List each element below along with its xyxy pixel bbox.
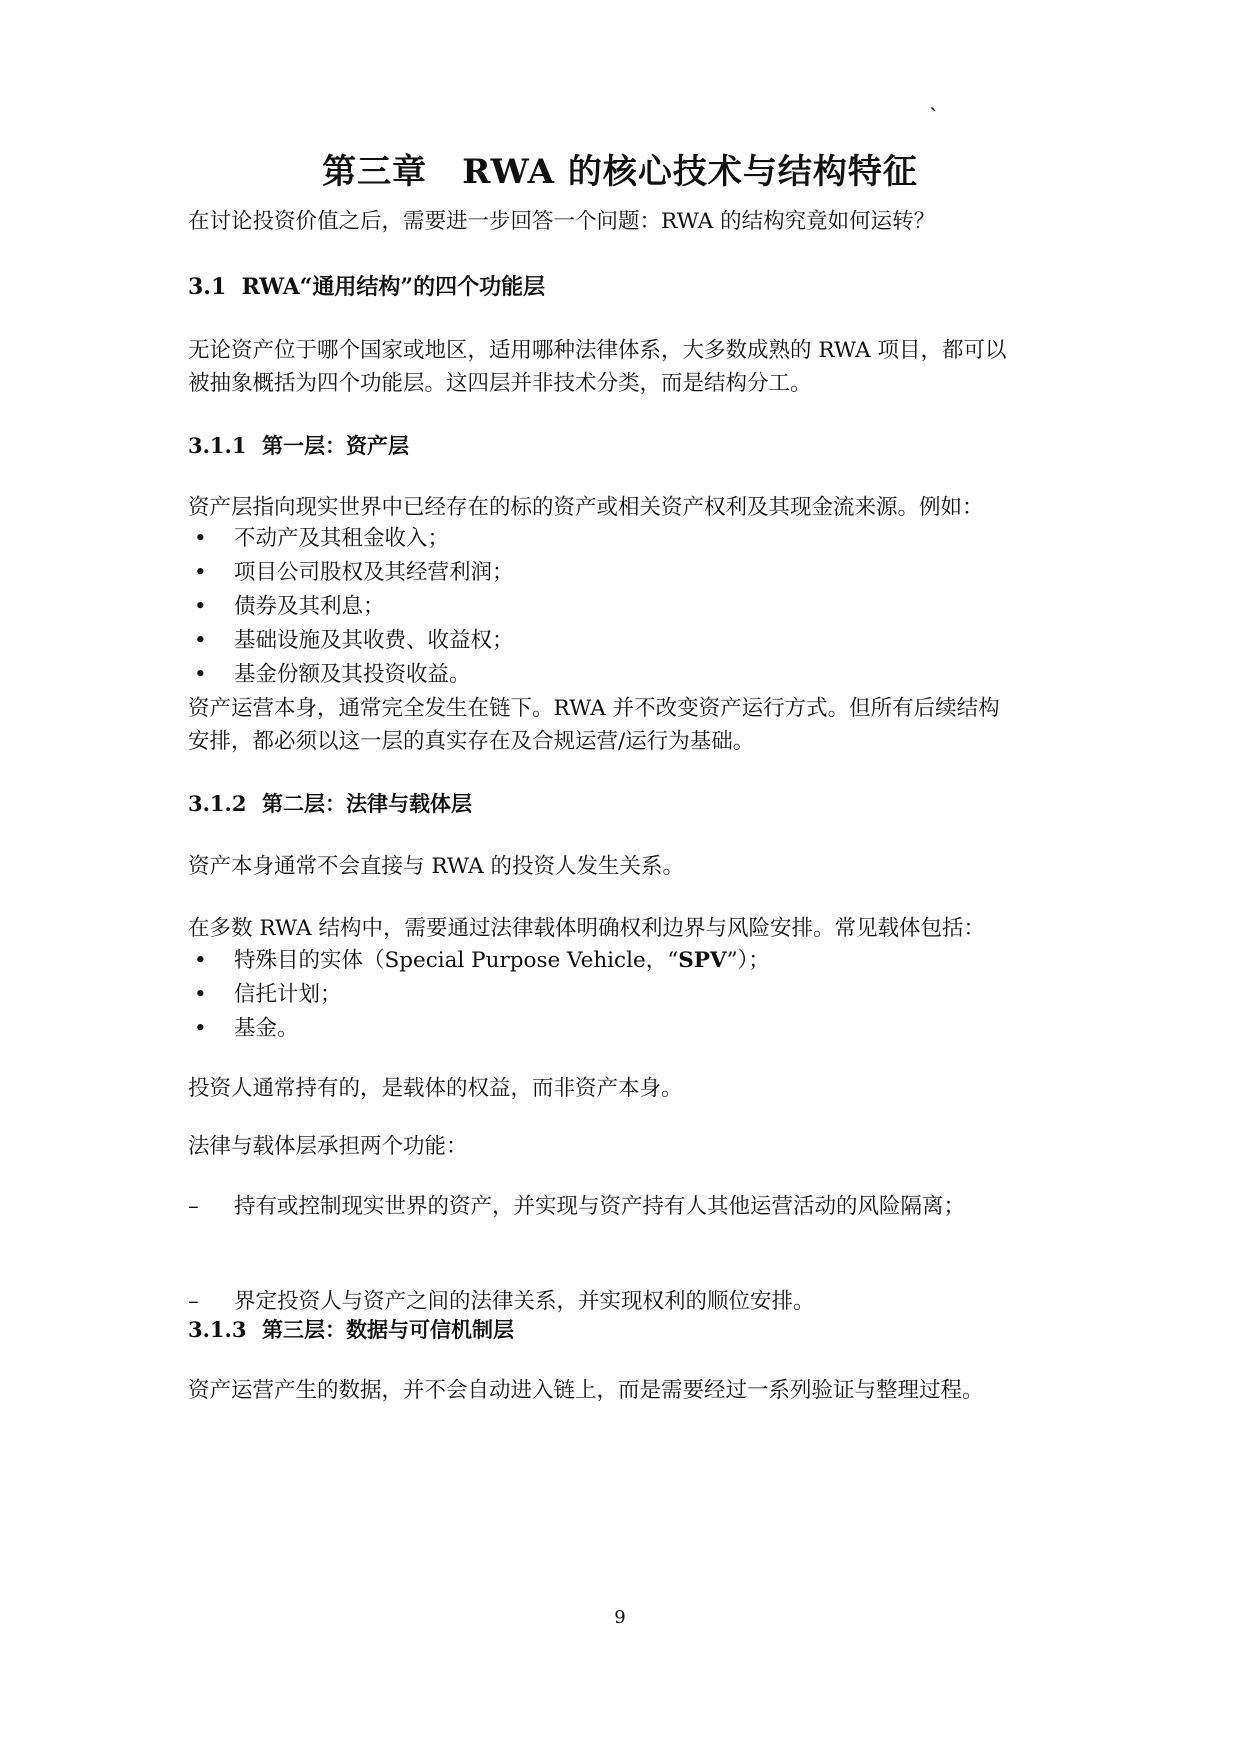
list-item: • 特殊目的实体（Special Purpose Vehicle，“SPV”）； bbox=[188, 944, 1068, 978]
dash-marker: – bbox=[188, 1194, 199, 1219]
list-item: • 不动产及其租金收入； bbox=[188, 522, 1068, 556]
bullet-marker: • bbox=[194, 560, 207, 585]
section-number: 3.1.3 bbox=[188, 1317, 247, 1342]
paragraph-line: 资产层指向现实世界中已经存在的标的资产或相关资产权利及其现金流来源。例如： bbox=[188, 495, 984, 520]
section-3-1-3-heading bbox=[188, 1313, 1068, 1347]
list-item: • 信托计划； bbox=[188, 978, 1068, 1012]
paragraph-line: 无论资产位于哪个国家或地区，适用哪种法律体系，大多数成熟的 RWA 项目，都可以 bbox=[188, 338, 1007, 363]
section-title: RWA“通用结构”的四个功能层 bbox=[241, 274, 546, 300]
section-title: 第二层：法律与载体层 bbox=[262, 791, 472, 816]
paragraph-line: 资产本身通常不会直接与 RWA 的投资人发生关系。 bbox=[188, 854, 684, 879]
asset-list bbox=[188, 522, 1068, 692]
vehicle-list bbox=[188, 944, 1068, 1046]
list-item: • 基金。 bbox=[188, 1012, 1068, 1046]
paragraph-line: 法律与载体层承担两个功能： bbox=[188, 1134, 468, 1159]
list-item: • 项目公司股权及其经营利润； bbox=[188, 556, 1068, 590]
list-item: • 基础设施及其收费、收益权； bbox=[188, 624, 1068, 658]
list-item: • 债券及其利息； bbox=[188, 590, 1068, 624]
bullet-marker: • bbox=[194, 526, 207, 551]
section-3-1-2-heading bbox=[188, 787, 1068, 821]
bullet-marker: • bbox=[194, 628, 207, 653]
paragraph-line: 资产运营本身，通常完全发生在链下。RWA 并不改变资产运行方式。但所有后续结构 bbox=[188, 696, 1000, 721]
section-3-1-1-heading bbox=[188, 429, 1068, 463]
section-number: 3.1.2 bbox=[188, 791, 247, 816]
section-number: 3.1 bbox=[188, 274, 227, 300]
paragraph-line: 在多数 RWA 结构中，需要通过法律载体明确权利边界与风险安排。常见载体包括： bbox=[188, 916, 985, 941]
bullet-marker: • bbox=[194, 1016, 207, 1041]
bullet-marker: • bbox=[194, 982, 207, 1007]
page-number: 9 bbox=[614, 1607, 626, 1628]
bullet-marker: • bbox=[194, 594, 207, 619]
section-title: 第一层：资产层 bbox=[262, 433, 409, 458]
dash-item: – 界定投资人与资产之间的法律关系，并实现权利的顺位安排。 bbox=[188, 1285, 1114, 1319]
intro-paragraph: 在讨论投资价值之后，需要进一步回答一个问题：RWA 的结构究竟如何运转？ bbox=[188, 209, 936, 234]
paragraph-line: 投资人通常持有的，是载体的权益，而非资产本身。 bbox=[188, 1076, 683, 1101]
bullet-marker: • bbox=[194, 662, 207, 687]
chapter-title: 第三章 RWA 的核心技术与结构特征 bbox=[322, 152, 918, 192]
dash-item: – 持有或控制现实世界的资产，并实现与资产持有人其他运营活动的风险隔离； bbox=[188, 1190, 1114, 1224]
section-title: 第三层：数据与可信机制层 bbox=[262, 1317, 514, 1342]
bullet-marker: • bbox=[194, 948, 207, 973]
section-number: 3.1.1 bbox=[188, 433, 247, 458]
paragraph-line: 资产运营产生的数据，并不会自动进入链上，而是需要经过一系列验证与整理过程。 bbox=[188, 1378, 984, 1403]
list-item: • 基金份额及其投资收益。 bbox=[188, 658, 1068, 692]
paragraph-line: 被抽象概括为四个功能层。这四层并非技术分类，而是结构分工。 bbox=[188, 371, 812, 396]
paragraph-line: 安排，都必须以这一层的真实存在及合规运营/运行为基础。 bbox=[188, 729, 755, 754]
section-3-1-heading bbox=[188, 270, 1068, 304]
corner-mark: ` bbox=[929, 104, 939, 128]
dash-marker: – bbox=[188, 1289, 199, 1314]
